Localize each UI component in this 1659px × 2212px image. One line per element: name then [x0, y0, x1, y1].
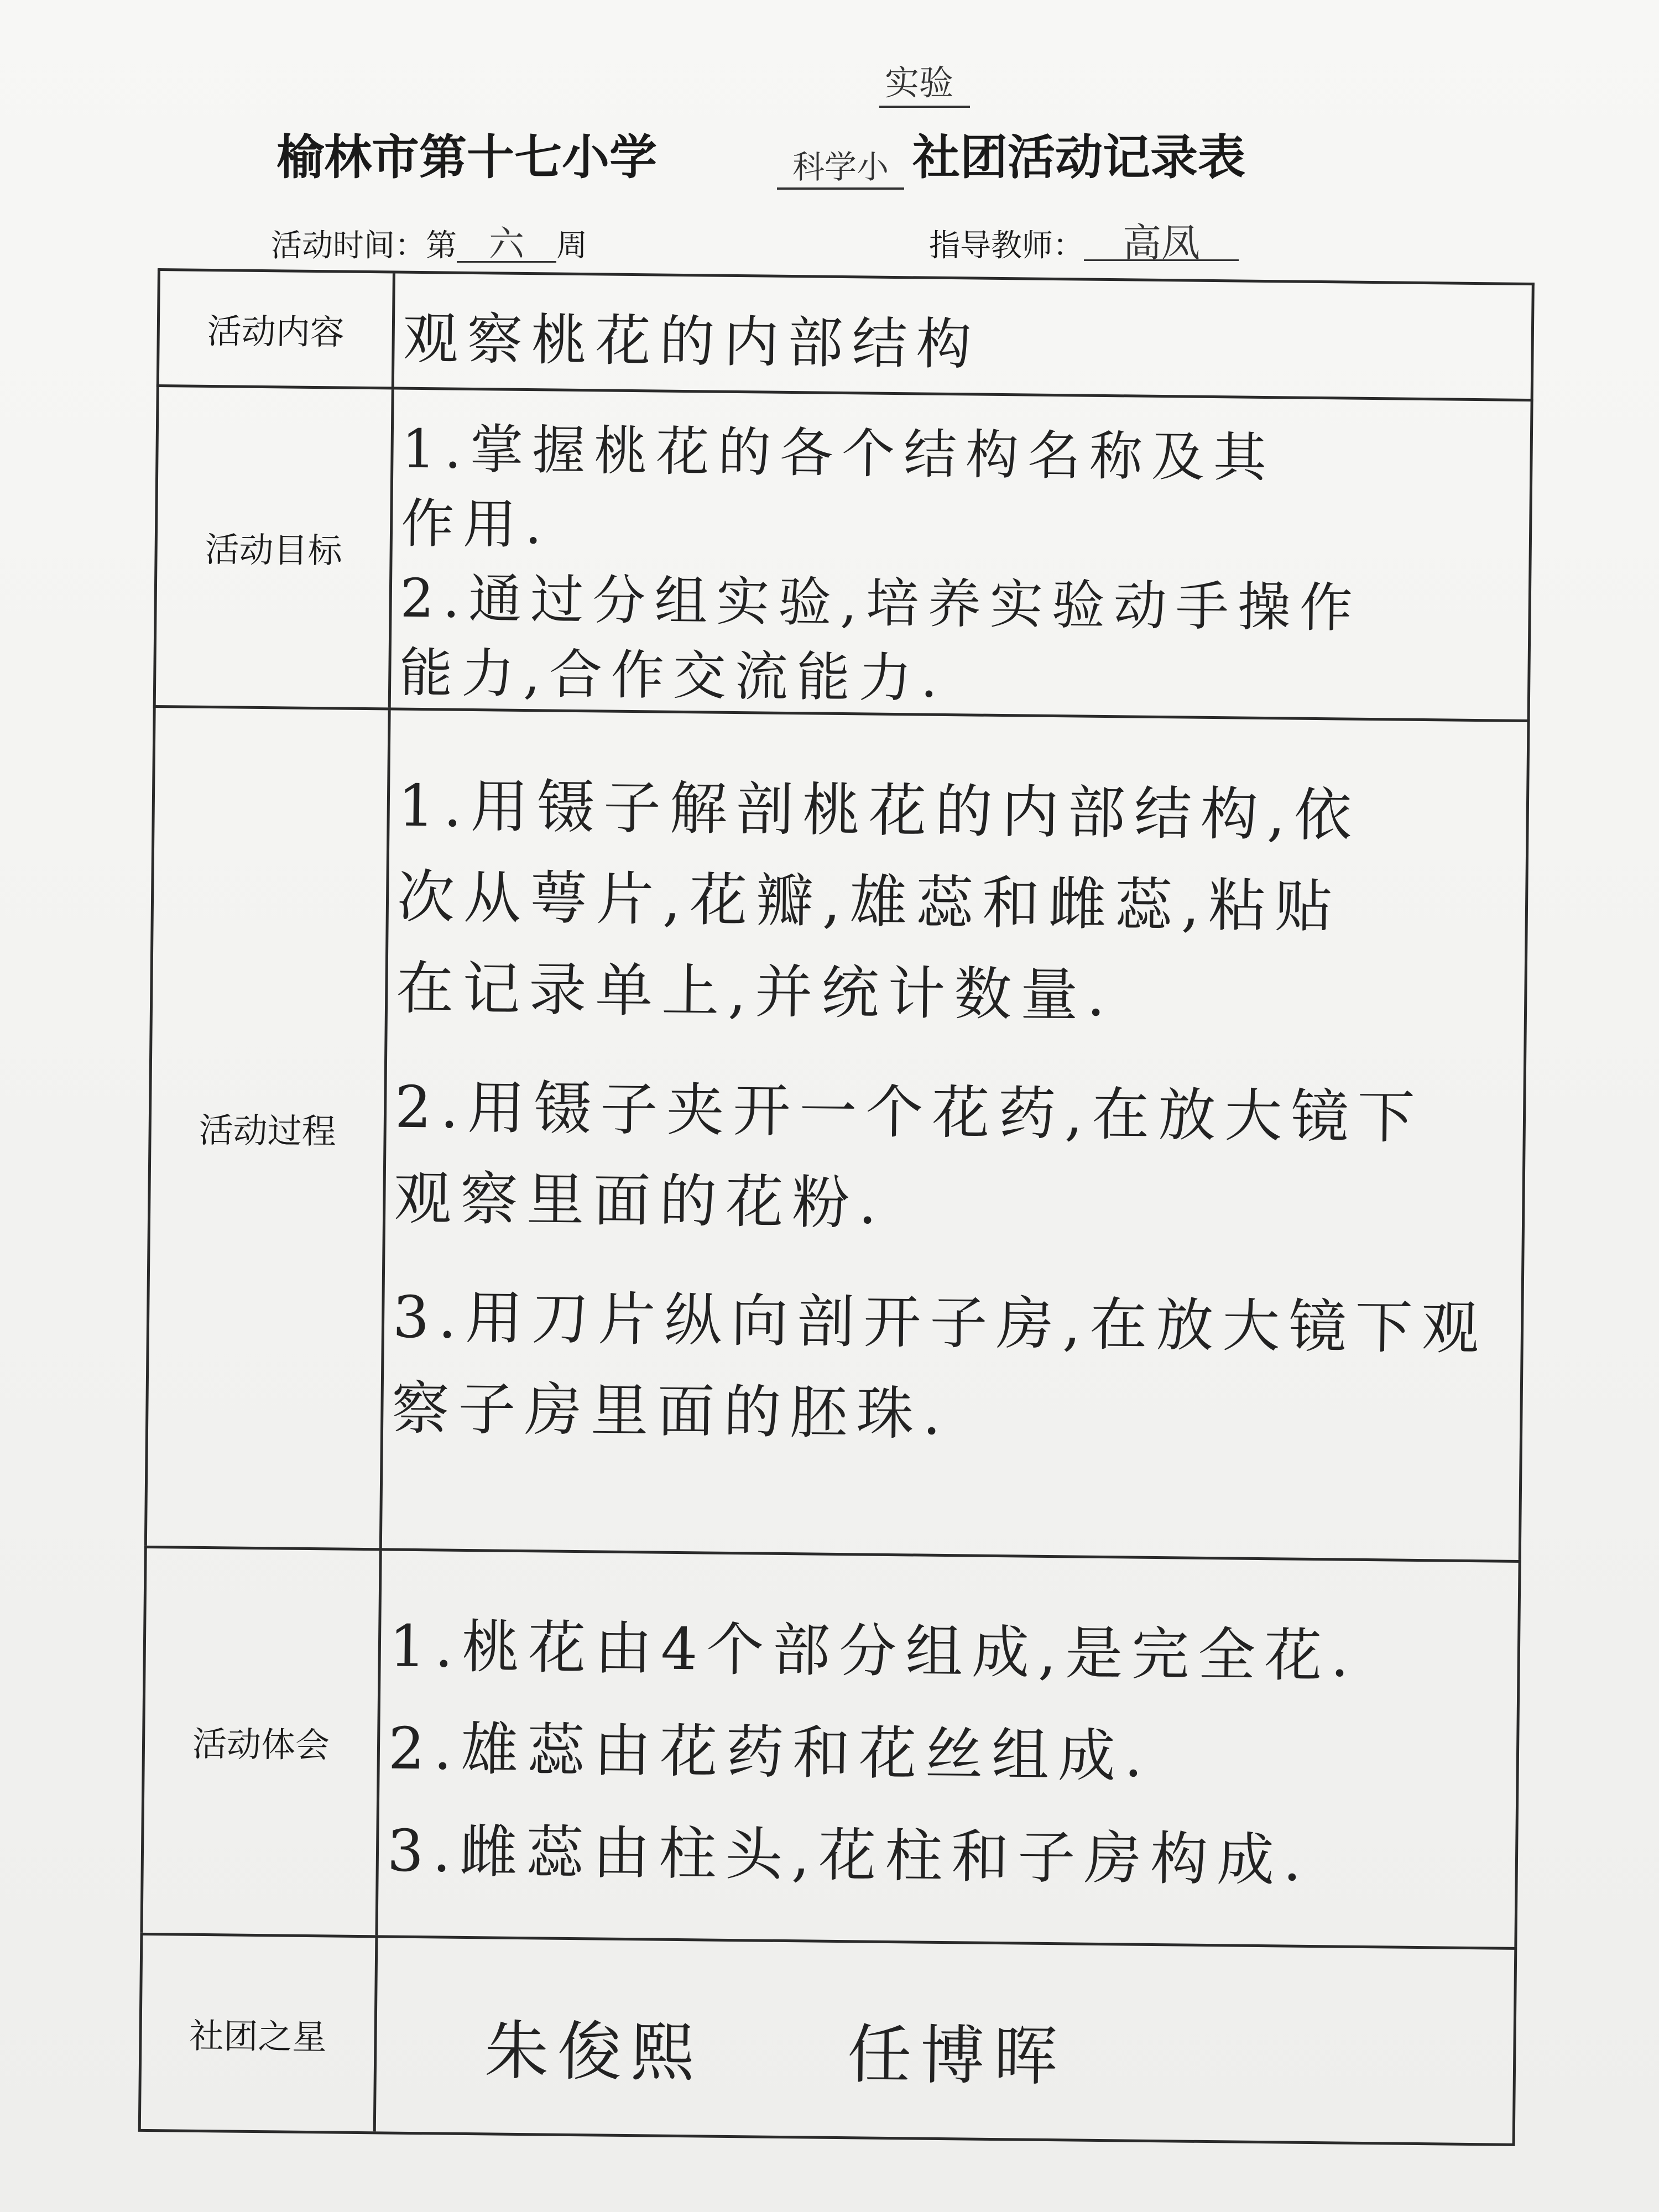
content-line: 2.用镊子夹开一个花药,在放大镜下 — [394, 1073, 1424, 1152]
star-name: 朱俊熙 — [484, 2013, 704, 2091]
teacher — [929, 221, 1239, 265]
content-line: 观察里面的花粉. — [393, 1164, 886, 1237]
content-line: 2.雄蕊由花药和花丝组成. — [388, 1714, 1152, 1790]
title-school-name: 榆林市第十七小学 — [276, 130, 657, 185]
content-line: 在记录单上,并统计数量. — [395, 954, 1115, 1030]
content-line: 1.掌握桃花的各个结构名称及其 — [401, 418, 1276, 489]
week-value: 六 — [457, 228, 556, 263]
title-suffix: 社团活动记录表 — [912, 130, 1245, 185]
content-line: 3.雌蕊由柱头,花柱和子房构成. — [387, 1817, 1311, 1894]
meta-row — [271, 210, 1405, 265]
row-content — [399, 390, 1520, 719]
row-content — [390, 711, 1516, 1560]
content-line: 观察桃花的内部结构 — [403, 306, 981, 377]
row-content — [386, 1551, 1507, 1947]
content-line: 察子房里面的胚珠. — [391, 1374, 951, 1448]
row-content — [384, 1938, 1504, 2143]
teacher-value: 高凤 — [1084, 226, 1239, 261]
row-label: 活动目标 — [156, 387, 394, 707]
form-title — [276, 62, 1383, 191]
content-line: 次从萼片,花瓣,雄蕊和雌蕊,粘贴 — [397, 863, 1342, 941]
content-line: 1.用镊子解剖桃花的内部结构,依 — [398, 771, 1361, 849]
activity-time-label: 活动时间：第 — [271, 228, 457, 264]
row-activity-content — [156, 268, 1535, 399]
record-table — [138, 268, 1535, 2146]
row-label: 活动内容 — [159, 271, 395, 387]
row-label: 社团之星 — [141, 1936, 378, 2131]
content-line: 作用. — [400, 492, 551, 556]
row-activity-reflection — [140, 1546, 1521, 1947]
star-name: 任博晖 — [847, 2017, 1067, 2095]
content-line: 1.桃花由4个部分组成,是完全花. — [389, 1612, 1358, 1690]
activity-time — [271, 221, 587, 265]
row-label: 活动过程 — [147, 708, 391, 1548]
row-label: 活动体会 — [143, 1548, 382, 1935]
content-line: 2.通过分组实验,培养实验动手操作 — [400, 567, 1362, 639]
week-unit: 周 — [556, 228, 587, 264]
title-club-handwritten: 科学小 — [777, 141, 904, 190]
content-line: 能力,合作交流能力. — [399, 641, 947, 709]
row-activity-goals — [153, 384, 1533, 719]
row-content — [403, 274, 1521, 399]
row-activity-process — [144, 705, 1530, 1560]
content-line: 3.用刀片纵向剖开子房,在放大镜下观 — [392, 1283, 1488, 1363]
row-club-stars — [138, 1933, 1517, 2146]
teacher-label: 指导教师： — [929, 228, 1084, 264]
title-club-insert-handwritten: 实验 — [879, 55, 970, 108]
